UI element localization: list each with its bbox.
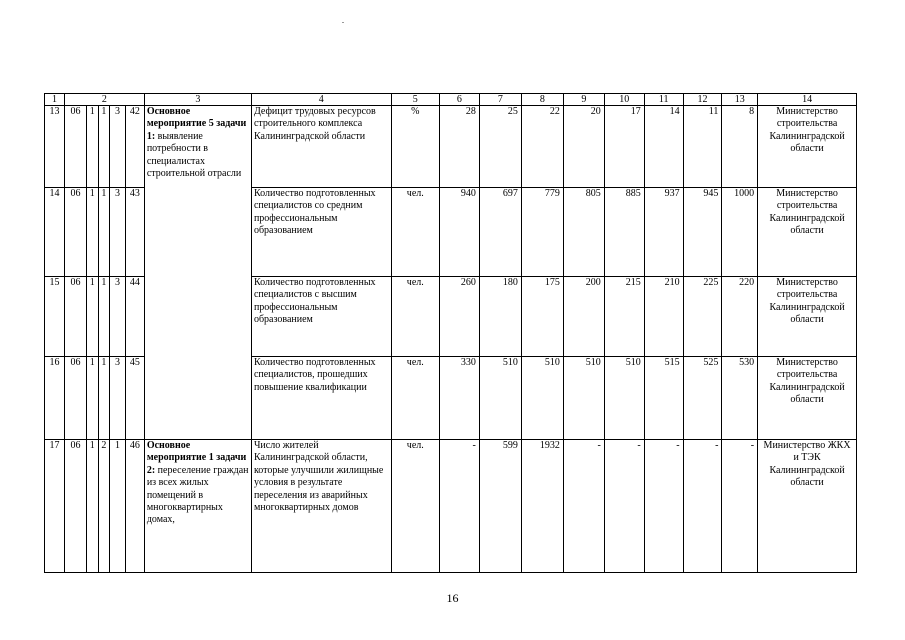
value-cell: 510 — [479, 357, 521, 440]
code-task: 1 — [98, 188, 110, 277]
code-indicator: 46 — [125, 440, 144, 573]
table-row — [45, 440, 857, 573]
value-cell: 1000 — [722, 188, 758, 277]
value-cell: 8 — [722, 106, 758, 188]
value-cell: 940 — [439, 188, 479, 277]
code-event: 3 — [110, 357, 126, 440]
responsible-body: Министерство строительства Калининградской области — [758, 106, 857, 188]
code-task: 1 — [98, 106, 110, 188]
unit: чел. — [391, 188, 439, 277]
event-text: выявление потребности в специалистах строительной отрасли — [146, 130, 242, 180]
value-cell: 28 — [439, 106, 479, 188]
unit: чел. — [391, 277, 439, 357]
value-cell: 805 — [563, 188, 604, 277]
indicator-name: Дефицит трудовых ресурсов строительного комплекса Калининградской области — [251, 106, 391, 188]
row-number: 14 — [45, 188, 65, 277]
table-row — [45, 106, 857, 188]
value-cell: 525 — [683, 357, 722, 440]
header-cell: 8 — [521, 94, 563, 106]
indicators-table — [44, 93, 857, 573]
value-cell: 225 — [683, 277, 722, 357]
value-cell: 599 — [479, 440, 521, 573]
code-task: 2 — [98, 440, 110, 573]
value-cell: 25 — [479, 106, 521, 188]
header-cell: 3 — [144, 94, 251, 106]
responsible-body: Министерство строительства Калининградской области — [758, 188, 857, 277]
value-cell: 779 — [521, 188, 563, 277]
code-indicator: 44 — [125, 277, 144, 357]
unit: чел. — [391, 357, 439, 440]
value-cell: 885 — [604, 188, 644, 277]
value-cell: - — [722, 440, 758, 573]
row-number: 13 — [45, 106, 65, 188]
value-cell: 330 — [439, 357, 479, 440]
responsible-body: Министерство ЖКХ и ТЭК Калининградской области — [758, 440, 857, 573]
value-cell: 945 — [683, 188, 722, 277]
header-cell: 13 — [722, 94, 758, 106]
code-indicator: 42 — [125, 106, 144, 188]
value-cell: 200 — [563, 277, 604, 357]
code-task: 1 — [98, 277, 110, 357]
value-cell: 260 — [439, 277, 479, 357]
event-description — [144, 106, 251, 440]
value-cell: 180 — [479, 277, 521, 357]
code-program: 06 — [64, 106, 86, 188]
header-cell: 4 — [251, 94, 391, 106]
header-cell: 14 — [758, 94, 857, 106]
value-cell: 11 — [683, 106, 722, 188]
scan-mark — [342, 22, 344, 23]
header-cell: 10 — [604, 94, 644, 106]
code-subprogram: 1 — [87, 188, 99, 277]
responsible-body: Министерство строительства Калининградской области — [758, 277, 857, 357]
unit: % — [391, 106, 439, 188]
value-cell: 220 — [722, 277, 758, 357]
code-event: 3 — [110, 106, 126, 188]
row-number: 16 — [45, 357, 65, 440]
header-cell: 6 — [439, 94, 479, 106]
code-subprogram: 1 — [87, 106, 99, 188]
code-subprogram: 1 — [87, 357, 99, 440]
code-program: 06 — [64, 357, 86, 440]
code-event: 1 — [110, 440, 126, 573]
event-description — [144, 440, 251, 573]
value-cell: 175 — [521, 277, 563, 357]
value-cell: 17 — [604, 106, 644, 188]
value-cell: 215 — [604, 277, 644, 357]
header-cell: 11 — [644, 94, 683, 106]
value-cell: 1932 — [521, 440, 563, 573]
header-cell: 2 — [64, 94, 144, 106]
code-program: 06 — [64, 440, 86, 573]
value-cell: 510 — [563, 357, 604, 440]
event-title: Основное мероприятие 1 задачи 2: — [146, 440, 247, 476]
event-text: переселение граждан из всех жилых помещений в многоквартирных домах, — [146, 464, 249, 526]
value-cell: 530 — [722, 357, 758, 440]
value-cell: - — [563, 440, 604, 573]
header-cell: 7 — [479, 94, 521, 106]
code-event: 3 — [110, 188, 126, 277]
header-cell: 12 — [683, 94, 722, 106]
value-cell: - — [604, 440, 644, 573]
header-row — [45, 94, 857, 106]
header-cell: 9 — [563, 94, 604, 106]
value-cell: 510 — [521, 357, 563, 440]
value-cell: - — [644, 440, 683, 573]
value-cell: 14 — [644, 106, 683, 188]
responsible-body: Министерство строительства Калининградской области — [758, 357, 857, 440]
code-indicator: 45 — [125, 357, 144, 440]
page-number: 16 — [446, 591, 459, 605]
row-number: 15 — [45, 277, 65, 357]
header-cell: 5 — [391, 94, 439, 106]
indicator-name: Количество подготовленных специалистов с высшим профессиональным образованием — [251, 277, 391, 357]
header-cell: 1 — [45, 94, 65, 106]
value-cell: 20 — [563, 106, 604, 188]
code-event: 3 — [110, 277, 126, 357]
indicator-name: Число жителей Калининградской области, которые улучшили жилищные условия в результате переселения из аварийных многоквартирных домов — [251, 440, 391, 573]
value-cell: 697 — [479, 188, 521, 277]
value-cell: 937 — [644, 188, 683, 277]
value-cell: - — [439, 440, 479, 573]
row-number: 17 — [45, 440, 65, 573]
code-task: 1 — [98, 357, 110, 440]
value-cell: 510 — [604, 357, 644, 440]
event-title: Основное мероприятие 5 задачи 1: — [146, 106, 247, 142]
code-subprogram: 1 — [87, 440, 99, 573]
indicator-name: Количество подготовленных специалистов, прошедших повышение квалификации — [251, 357, 391, 440]
code-program: 06 — [64, 188, 86, 277]
value-cell: - — [683, 440, 722, 573]
value-cell: 210 — [644, 277, 683, 357]
code-indicator: 43 — [125, 188, 144, 277]
value-cell: 515 — [644, 357, 683, 440]
code-subprogram: 1 — [87, 277, 99, 357]
indicator-name: Количество подготовленных специалистов со средним профессиональным образованием — [251, 188, 391, 277]
unit: чел. — [391, 440, 439, 573]
value-cell: 22 — [521, 106, 563, 188]
code-program: 06 — [64, 277, 86, 357]
